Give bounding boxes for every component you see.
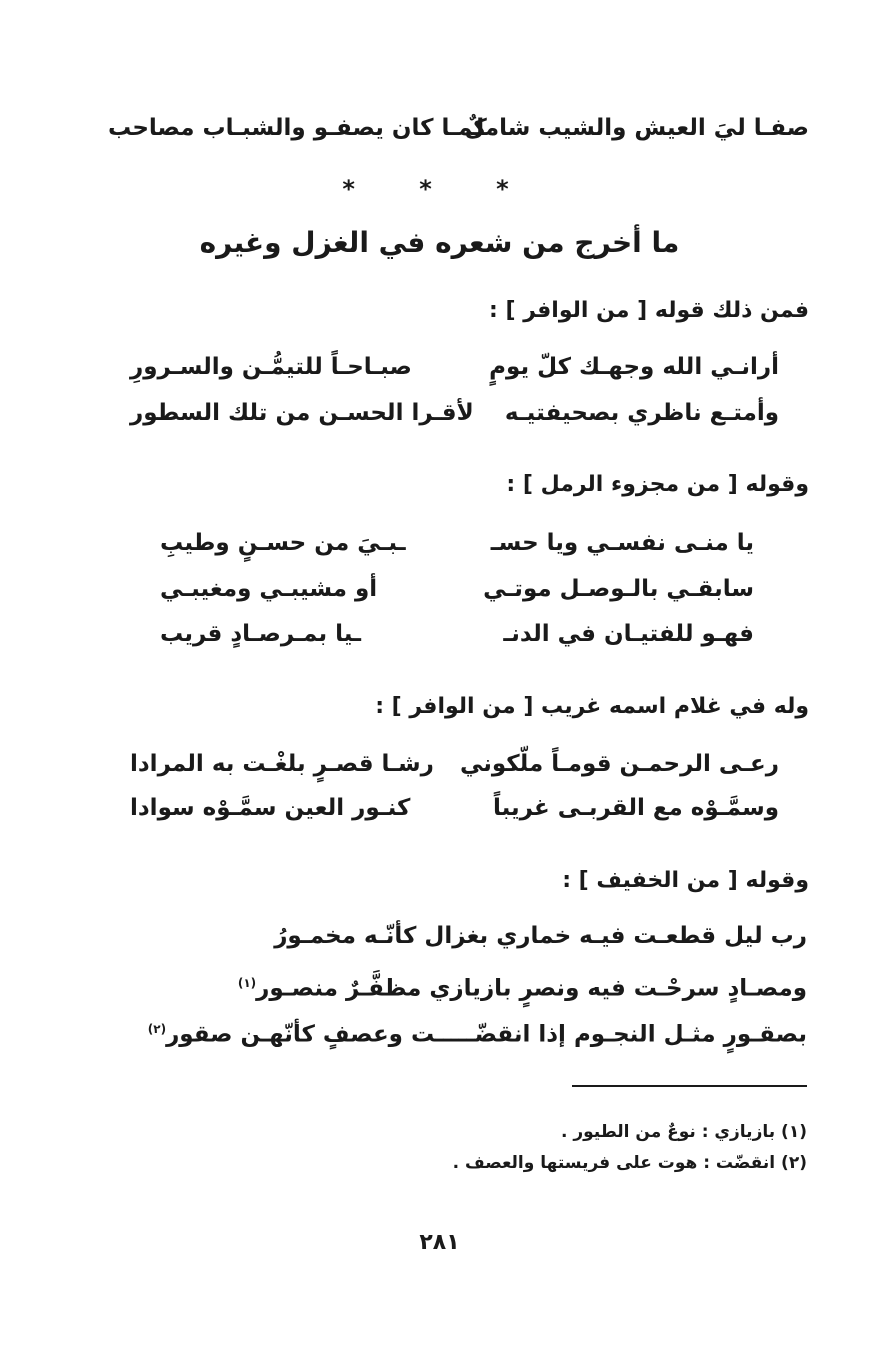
footnote-1-text: بازيازي : نوعٌ من الطيور . bbox=[560, 1122, 776, 1142]
s4-line2 bbox=[238, 968, 807, 1004]
footnote-mark-1: (١) bbox=[237, 976, 257, 990]
top-verse-left: كمـا كان يصفـو والشبـاب مصاحب bbox=[108, 115, 487, 141]
s2-verse3-left: ـيا بمـرصـادٍ قريب bbox=[160, 621, 362, 647]
page-number: ٢٨١ bbox=[419, 1230, 460, 1255]
section2-intro: وقوله [ من مجزوء الرمل ] : bbox=[506, 472, 809, 497]
s1-verse2-right: وأمتـع ناظري بصحيفتيـه bbox=[504, 400, 779, 426]
footnote-2-text: انقضّت : هوت على فريستها والعصف . bbox=[452, 1153, 776, 1173]
s3-verse2-left: كنـور العين سمَّـوْه سوادا bbox=[130, 795, 411, 821]
s1-verse1-right: أرانـي الله وجهـك كلّ يومٍ bbox=[489, 354, 779, 380]
s3-verse1-right: رعـى الرحمـن قومـاً ملّكوني bbox=[459, 751, 779, 777]
section1-intro: فمن ذلك قوله [ من الوافر ] : bbox=[489, 298, 809, 323]
footnote-1-mark: (١) bbox=[781, 1122, 807, 1142]
s2-verse3-right: فهـو للفتيـان في الدنـ bbox=[503, 621, 754, 647]
s3-verse1-left: رشـا قصـرٍ بلغْـت به المرادا bbox=[130, 751, 434, 777]
footnote-divider bbox=[572, 1085, 807, 1087]
top-verse-right: صفـا ليَ العيش والشيب شاملٌ bbox=[464, 115, 809, 141]
section4-intro: وقوله [ من الخفيف ] : bbox=[562, 868, 809, 893]
s2-verse2-left: أو مشيبـي ومغيبـي bbox=[160, 576, 378, 602]
s1-verse1-left: صبـاحـاً للتيمُّـن والسـرورِ bbox=[130, 354, 412, 380]
s2-verse1-left: ـبـيَ من حسـنٍ وطيبِ bbox=[160, 530, 406, 556]
footnote-mark-2: (٢) bbox=[147, 1022, 167, 1036]
s4-line2-text: ومصـادٍ سرحْـت فيه ونصرٍ بازيازي مظفَّـرٌ منصـور bbox=[256, 975, 807, 1002]
s2-verse1-right: يا منـى نفسـي ويا حسـ bbox=[490, 530, 754, 556]
footnote-2-mark: (٢) bbox=[781, 1153, 807, 1173]
s4-line3 bbox=[148, 1014, 807, 1050]
section3-intro: وله في غلام اسمه غريب [ من الوافر ] : bbox=[375, 694, 809, 719]
section-separator: * * * bbox=[342, 175, 537, 203]
s4-line1: رب ليل قطعـت فيـه خماري بغزال كأنّـه مخمـورُ bbox=[274, 923, 807, 949]
s1-verse2-left: لأقـرا الحسـن من تلك السطور bbox=[130, 400, 474, 426]
section-heading: ما أخرج من شعره في الغزل وغيره bbox=[199, 226, 680, 259]
footnote-1 bbox=[561, 1120, 807, 1144]
footnote-2 bbox=[453, 1151, 807, 1175]
s4-line3-text: بصقـورٍ مثـل النجـوم إذا انقضّـــــت وعصفٍ كأنّهـن صقور bbox=[166, 1021, 807, 1048]
s3-verse2-right: وسمَّـوْه مع القربـى غريباً bbox=[493, 795, 779, 821]
s2-verse2-right: سابقـي بالـوصـل موتـي bbox=[483, 576, 754, 602]
